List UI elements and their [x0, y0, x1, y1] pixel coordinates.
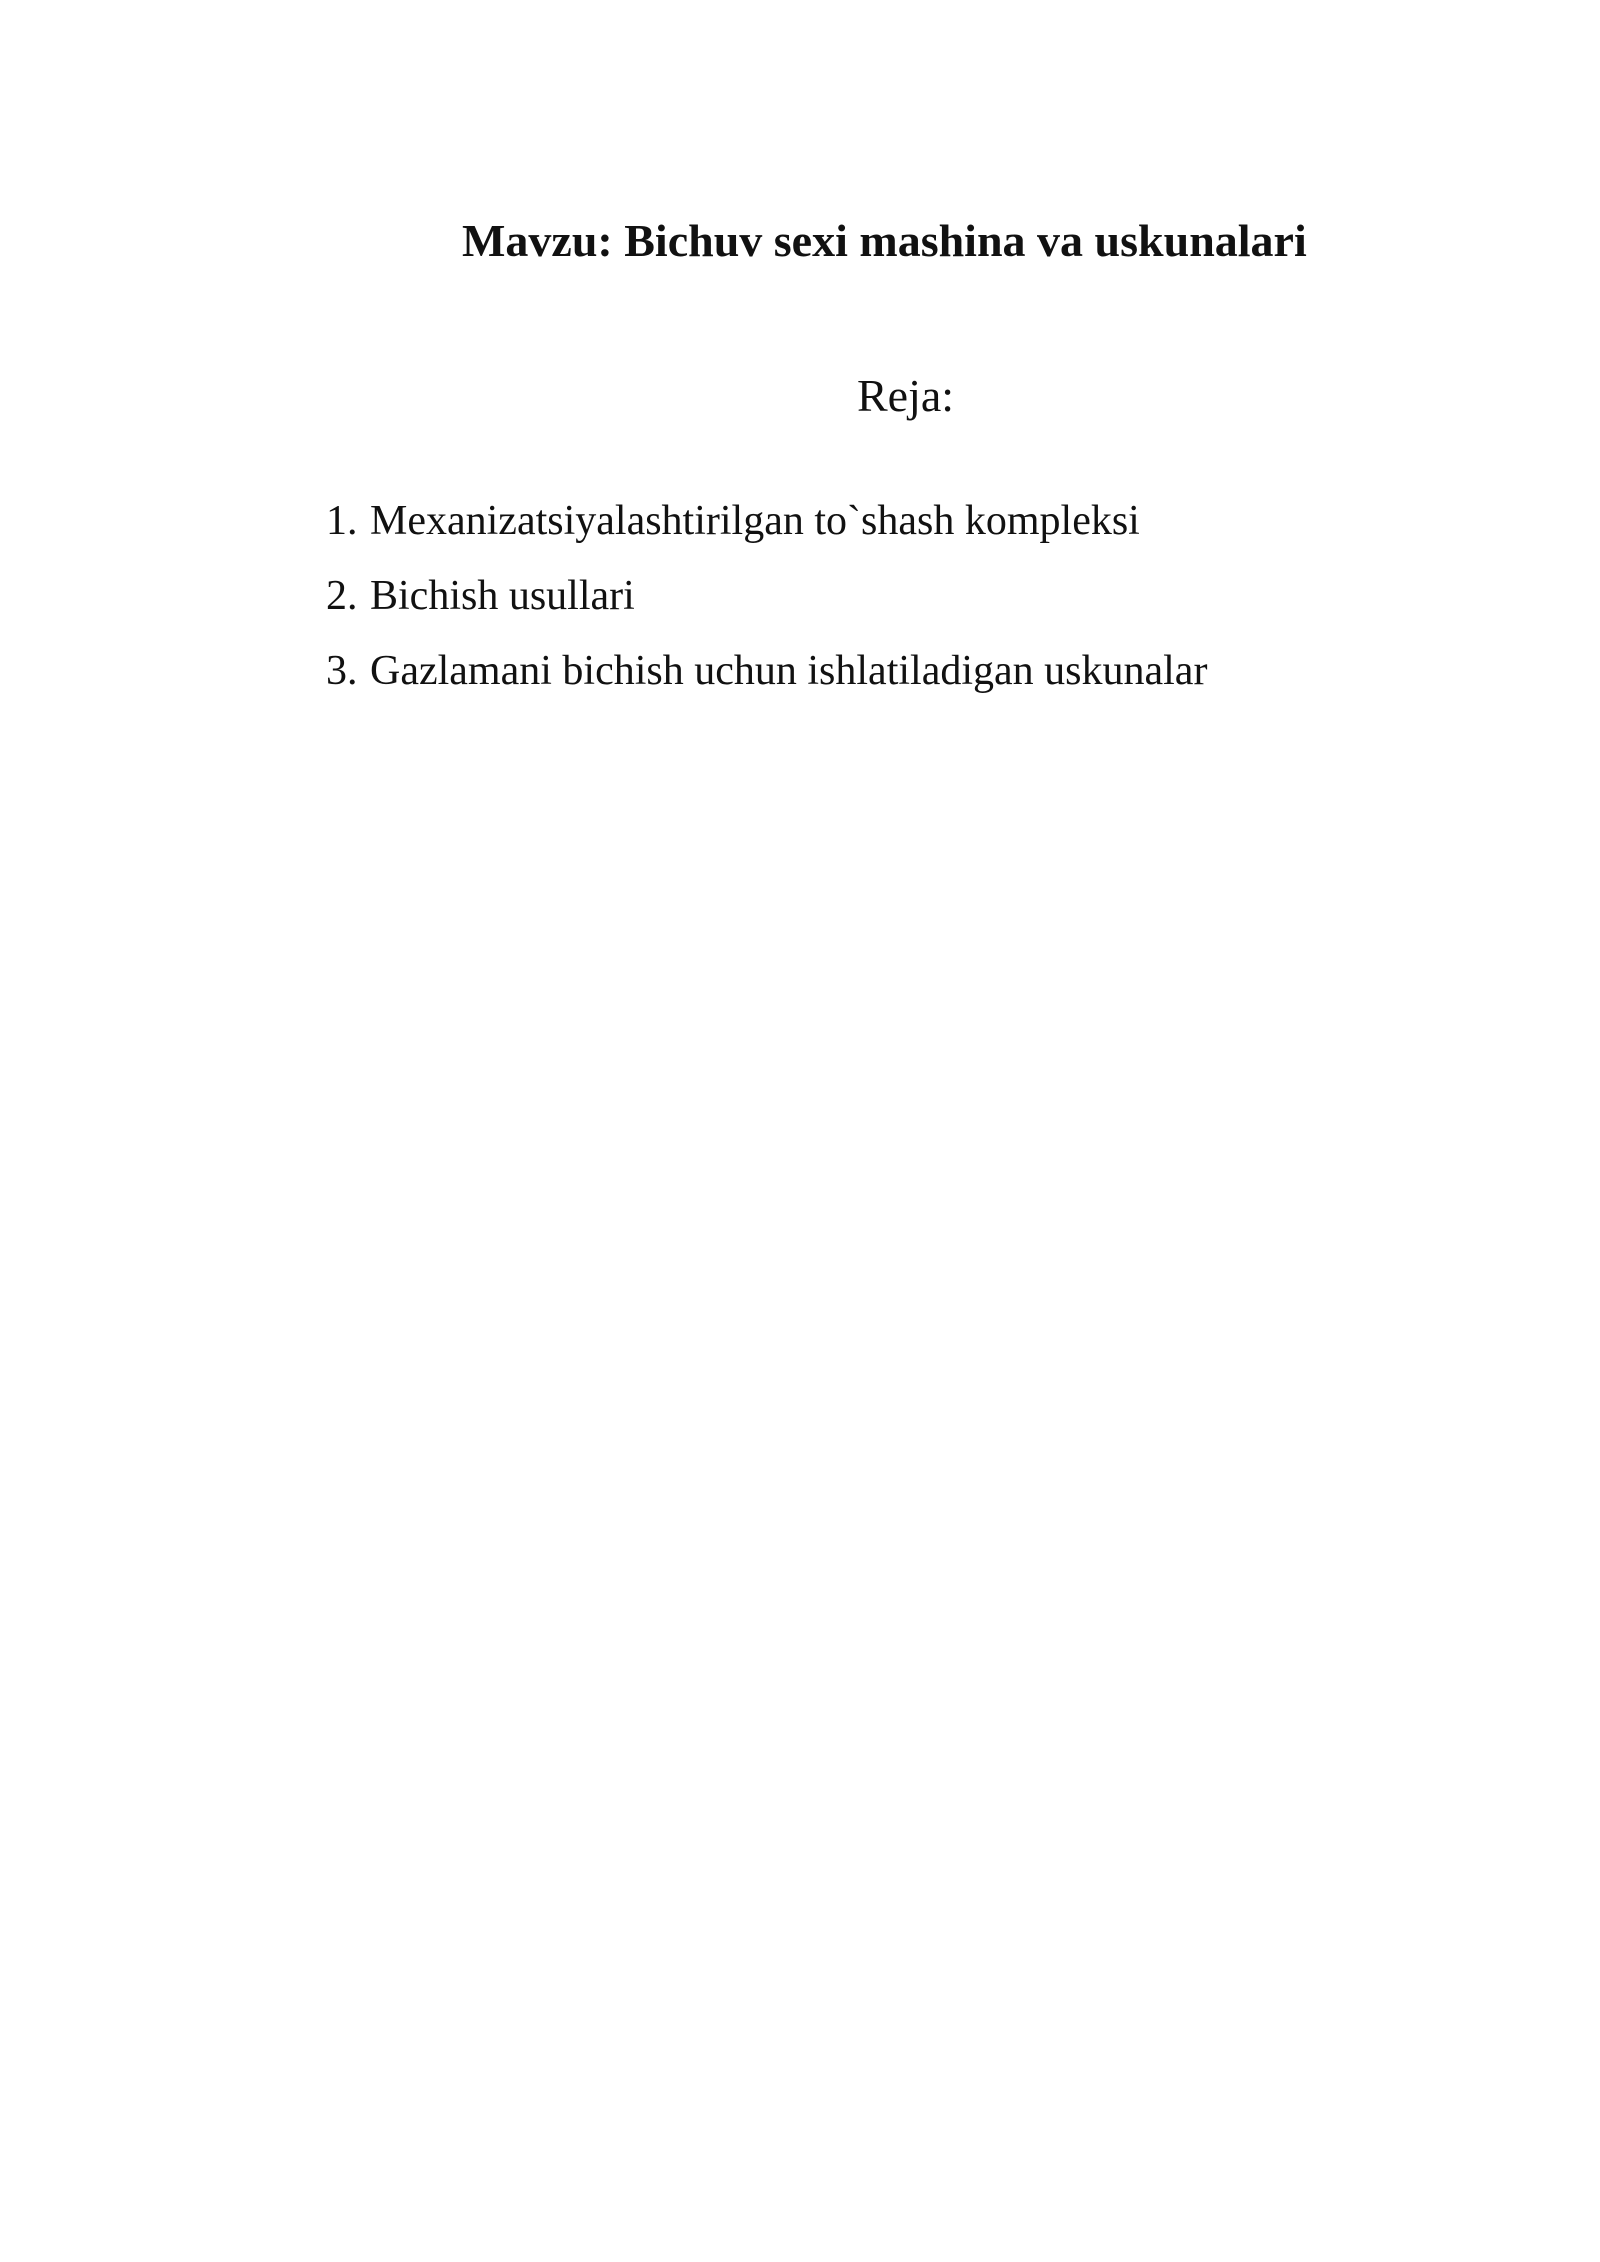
list-item-text: Gazlamani bichish uchun ishlatiladigan uskunalar: [370, 648, 1208, 694]
list-item-text: Mexanizatsiyalashtirilgan to`shash kompleksi: [370, 498, 1140, 544]
list-item-number: 3.: [326, 648, 358, 694]
list-item: [326, 484, 1207, 559]
page-title: Mavzu: Bichuv sexi mashina va uskunalari: [462, 215, 1307, 266]
list-item-number: 2.: [326, 573, 358, 619]
list-item-text: Bichish usullari: [370, 573, 635, 619]
list-item: [326, 559, 1207, 634]
plan-list: [326, 484, 1207, 709]
plan-heading: Reja:: [857, 370, 955, 421]
list-item: [326, 634, 1207, 709]
list-item-number: 1.: [326, 498, 358, 544]
